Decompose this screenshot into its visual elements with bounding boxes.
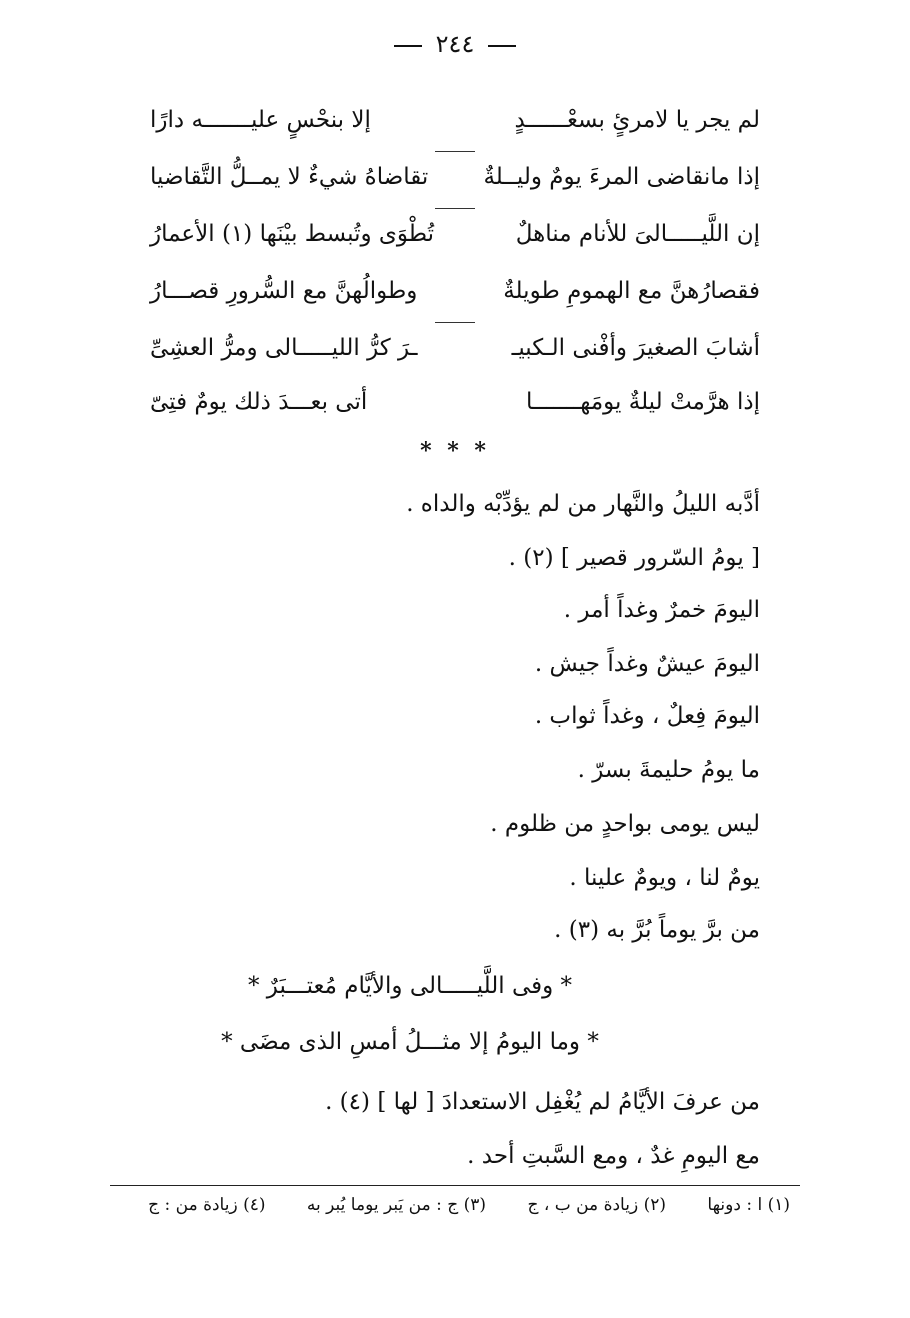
section-separator: * * * bbox=[420, 438, 490, 464]
verse-first-hemistich: لم يجر يا لامرئٍ بسعْــــــدٍ bbox=[514, 107, 760, 133]
verse-first-hemistich: إذا مانقاضى المرءَ يومٌ وليــلةٌ bbox=[483, 164, 760, 190]
page-number bbox=[0, 30, 910, 58]
proverb-line: [ يومُ السّرور قصير ] (٢) . bbox=[508, 545, 760, 571]
verse-first-hemistich: فقصارُهنَّ مع الهمومِ طويلةٌ bbox=[503, 278, 760, 304]
verse-second-hemistich: وطوالُهنَّ مع السُّرورِ قصـــارُ bbox=[150, 278, 418, 304]
verse-line bbox=[150, 382, 760, 422]
hemistich-line: * وفى اللَّيـــــالى والأيَّام مُعتـــبَرٌ * bbox=[247, 973, 573, 999]
page-number-dash bbox=[394, 45, 422, 47]
proverb-line: ليس يومى بواحدٍ من ظلوم . bbox=[490, 811, 760, 837]
proverb-line: أدَّبه الليلُ والنَّهار من لم يؤدِّبْه والداه . bbox=[406, 491, 760, 517]
proverb-line: اليومَ عيشٌ وغداً جيش . bbox=[534, 651, 760, 677]
proverb-line: مع اليومِ غدٌ ، ومع السَّبتِ أحد . bbox=[467, 1143, 760, 1169]
verse-line bbox=[150, 271, 760, 311]
verse-first-hemistich: إذا هرَّمتْ ليلةٌ يومَهـــــــا bbox=[526, 389, 760, 415]
hemistich-line: * وما اليومُ إلا مثـــلُ أمسِ الذى مضَى * bbox=[221, 1029, 599, 1055]
page-number-text: ٢٤٤ bbox=[435, 30, 475, 58]
footnote-rule bbox=[110, 1185, 800, 1186]
proverb-line: يومٌ لنا ، ويومٌ علينا . bbox=[569, 865, 760, 891]
footnotes bbox=[60, 1192, 790, 1218]
proverb-line: اليومَ خمرٌ وغداً أمر . bbox=[563, 597, 760, 623]
verse-line bbox=[150, 214, 760, 254]
verse-overline bbox=[435, 208, 475, 209]
verse-line bbox=[150, 328, 760, 368]
page-number-dash bbox=[488, 45, 516, 47]
verse-overline bbox=[435, 322, 475, 323]
verse-second-hemistich: تُطْوَى وتُبسط بيْنَها (١) الأعمارُ bbox=[150, 221, 435, 247]
verse-first-hemistich: أشابَ الصغيرَ وأفْنى الـكبيـ bbox=[511, 335, 760, 361]
proverb-line: من عرفَ الأيَّامُ لم يُغْفِل الاستعدادَ [ لها ] (٤) . bbox=[325, 1089, 760, 1115]
footnote: (٢) زيادة من ب ، ج bbox=[527, 1195, 666, 1215]
verse-second-hemistich: إلا بنحْسٍ عليـــــــه دارًا bbox=[150, 107, 371, 133]
verse-first-hemistich: إن اللَّيـــــالىَ للأنام مناهلٌ bbox=[515, 221, 760, 247]
proverb-line: من برَّ يوماً بُرَّ به (٣) . bbox=[554, 917, 760, 943]
verse-line bbox=[150, 157, 760, 197]
proverb-line: اليومَ فِعلٌ ، وغداً ثواب . bbox=[534, 703, 760, 729]
footnote: (٣) ج : من يَبر يوما يُبر به bbox=[306, 1195, 487, 1215]
verse-second-hemistich: تقاضاهُ شيءٌ لا يمــلُّ التَّقاضيا bbox=[150, 164, 429, 190]
verse-line bbox=[150, 100, 760, 140]
proverb-line: ما يومُ حليمةَ بسرّ . bbox=[577, 757, 760, 783]
footnote: (١) ا : دونها bbox=[707, 1195, 790, 1215]
verse-second-hemistich: أتى بعـــدَ ذلك يومٌ فتِىّ bbox=[150, 389, 368, 415]
verse-second-hemistich: ـرَ كرُّ الليـــــالى ومرُّ العشِىِّ bbox=[150, 335, 418, 361]
verse-overline bbox=[435, 151, 475, 152]
footnote: (٤) زيادة من : ج bbox=[148, 1195, 266, 1215]
